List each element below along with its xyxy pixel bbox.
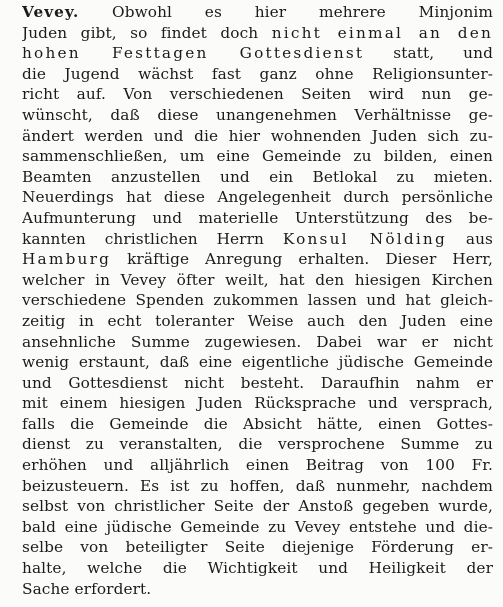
emphasized-text: nicht einmal an den bbox=[271, 23, 493, 42]
article-line: beizusteuern. Es ist zu hoffen, daß nunmehr, nachdem bbox=[22, 476, 493, 495]
article-line: wünscht, daß diese unangenehmen Verhältnisse ge- bbox=[22, 105, 493, 124]
emphasized-text: Hamburg bbox=[22, 250, 112, 269]
article-line: Sache erfordert. bbox=[22, 579, 152, 598]
article-line: verschiedene Spenden zukommen lassen und hat gleich- bbox=[22, 291, 493, 310]
article-line: ansehnliche Summe zugewiesen. Dabei war er nicht bbox=[22, 332, 493, 351]
article-line: ändert werden und die hier wohnenden Juden sich zu- bbox=[22, 126, 493, 145]
article-line: welcher in Vevey öfter weilt, hat den hiesigen Kirchen bbox=[22, 270, 493, 289]
article-line: wenig erstaunt, daß eine eigentliche jüdische Gemeinde bbox=[22, 353, 493, 372]
article-line: Neuerdings hat diese Angelegenheit durch persönliche bbox=[22, 188, 493, 207]
article-line: halte, welche die Wichtigkeit und Heiligkeit der bbox=[22, 559, 493, 578]
article-line: dienst zu veranstalten, die versprochene Summe zu bbox=[22, 435, 493, 454]
article-line: Vevey. Obwohl es hier mehrere Minjonim bbox=[22, 3, 493, 21]
emphasized-text: Konsul Nölding bbox=[282, 229, 447, 248]
article-line: richt auf. Von verschiedenen Seiten wird nun ge- bbox=[22, 85, 493, 104]
emphasized-text: hohen Festtagen Gottesdienst bbox=[22, 44, 365, 63]
article-line: die Jugend wächst fast ganz ohne Religionsunter- bbox=[22, 64, 493, 83]
article-line: hohen Festtagen Gottesdienst statt, und bbox=[22, 44, 493, 63]
article-line: selbe von beteiligter Seite diejenige Förderung er- bbox=[22, 538, 493, 557]
article-line: erhöhen und alljährlich einen Beitrag von 100 Fr. bbox=[22, 456, 493, 475]
article-line: Juden gibt, so findet doch nicht einmal an den bbox=[22, 23, 493, 42]
article-line: sammenschließen, um eine Gemeinde zu bilden, einen bbox=[22, 147, 493, 166]
article-line: falls die Gemeinde die Absicht hätte, einen Gottes- bbox=[22, 414, 493, 433]
article-line: Beamten anzustellen und ein Betlokal zu mieten. bbox=[22, 167, 493, 186]
article-line: und Gottesdienst nicht besteht. Daraufhin nahm er bbox=[22, 373, 493, 392]
article-line: bald eine jüdische Gemeinde zu Vevey entstehe und die- bbox=[22, 517, 493, 536]
article-line: kannten christlichen Herrn Konsul Nölding aus bbox=[22, 229, 493, 248]
article-line: Hamburg kräftige Anregung erhalten. Dieser Herr, bbox=[22, 250, 493, 269]
article-line: mit einem hiesigen Juden Rücksprache und versprach, bbox=[22, 394, 493, 413]
article-line: Aufmunterung und materielle Unterstützung des be- bbox=[22, 208, 493, 227]
place-name-heading: Vevey. bbox=[22, 3, 80, 21]
article-line: zeitig in echt toleranter Weise auch den Juden eine bbox=[22, 311, 493, 330]
article-line: selbst von christlicher Seite der Anstoß gegeben wurde, bbox=[22, 497, 493, 516]
